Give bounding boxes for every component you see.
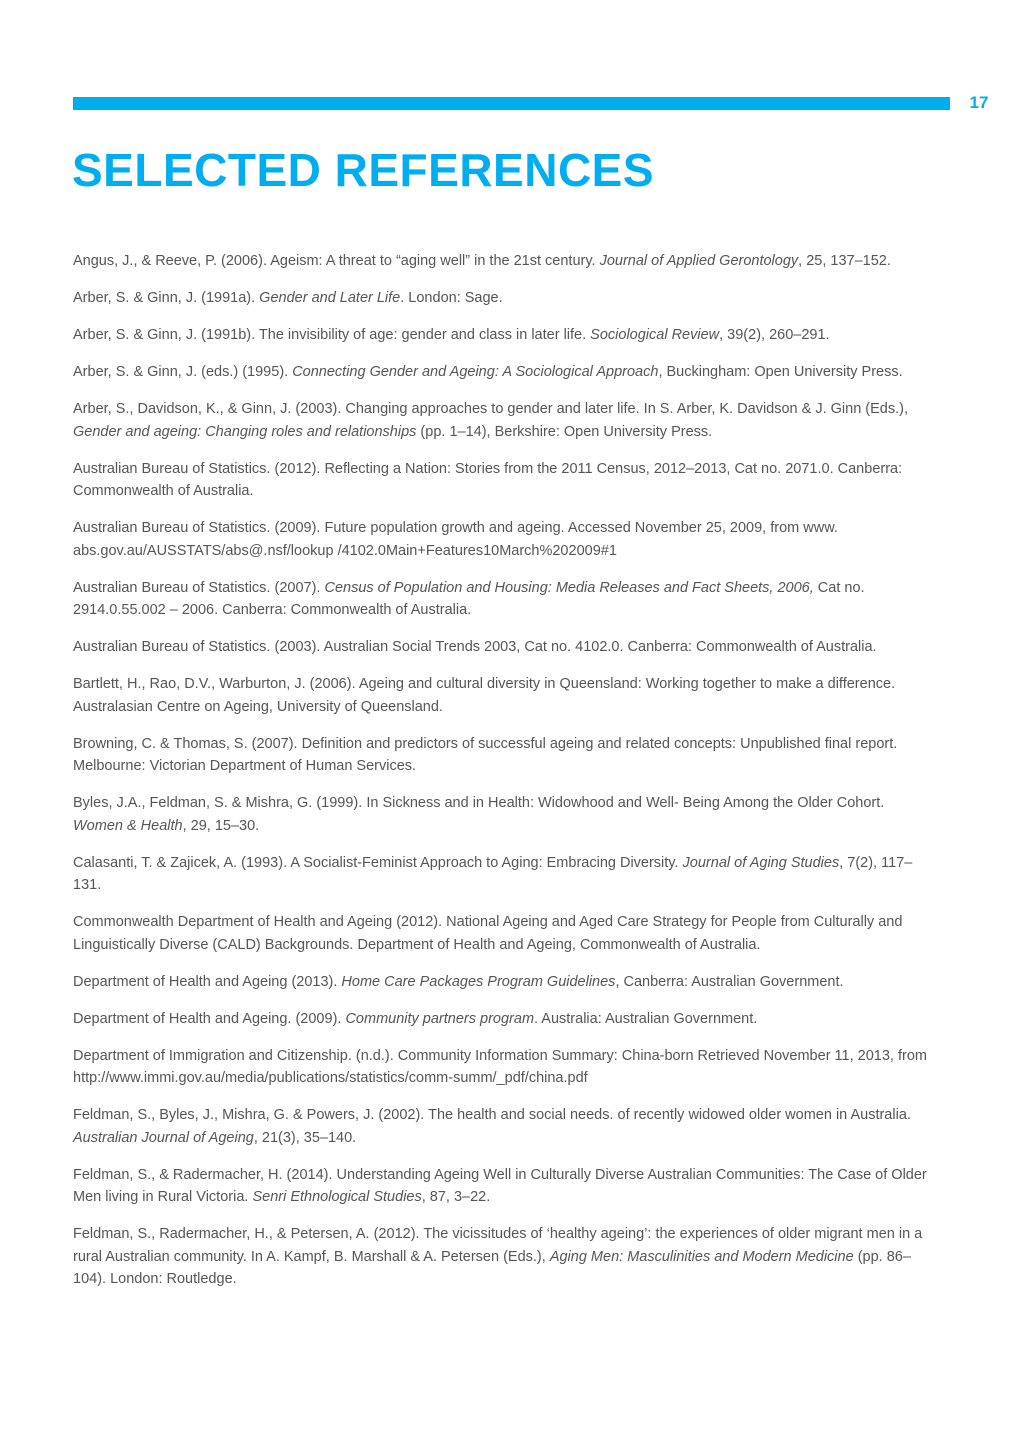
reference-text: . Australia: Australian Government. [534, 1010, 758, 1027]
reference-text: Arber, S. & Ginn, J. (1991b). The invisibility of age: gender and class in later life. [73, 327, 591, 343]
reference-item [73, 324, 935, 347]
reference-title-italic: Connecting Gender and Ageing: A Sociological Approach [292, 364, 659, 380]
reference-text: Calasanti, T. & Zajicek, A. (1993). A Socialist-Feminist Approach to Aging: Embracing Diversity. [73, 854, 683, 871]
reference-text: Arber, S., Davidson, K., & Ginn, J. (2003). Changing approaches to gender and later life. In S. Arber, K. Davidson & J. Ginn (Eds.), [73, 401, 908, 417]
reference-text: Feldman, S., Byles, J., Mishra, G. & Powers, J. (2002). The health and social needs. of recently widowed older women in Australia. [73, 1107, 911, 1123]
header-rule [73, 97, 950, 110]
reference-item [73, 517, 935, 562]
reference-text: Arber, S. & Ginn, J. (eds.) (1995). [73, 364, 293, 380]
reference-text: Department of Immigration and Citizenship. (n.d.). Community Information Summary: China-born Retrieved November 11, 2013, from http://www.immi.gov.au/media/publications/statistics/comm-summ/_pdf/china.pdf [73, 1047, 927, 1086]
reference-text: (pp. 1–14), Berkshire: Open University Press. [416, 423, 713, 440]
reference-text: Angus, J., & Reeve, P. (2006). Ageism: A threat to “aging well” in the 21st century. [73, 253, 600, 269]
reference-text: Arber, S. & Ginn, J. (1991a). [73, 290, 260, 306]
reference-item [73, 911, 935, 956]
reference-text: Australian Bureau of Statistics. (2003). Australian Social Trends 2003, Cat no. 4102.0. Canberra: Commonwealth of Australia. [73, 639, 877, 655]
reference-text: Australian Bureau of Statistics. (2012). Reflecting a Nation: Stories from the 2011 Census, 2012–2013, Cat no. 2071.0. Canberra: Commonwealth of Australia. [73, 460, 903, 499]
page-title: SELECTED REFERENCES [72, 144, 655, 196]
reference-title-italic: Gender and Later Life [259, 290, 401, 306]
reference-text: Bartlett, H., Rao, D.V., Warburton, J. (2006). Ageing and cultural diversity in Queensland: Working together to make a difference. Australasian Centre on Ageing, University of Queensland. [73, 676, 896, 715]
reference-title-italic: Gender and ageing: Changing roles and relationships [73, 423, 417, 440]
reference-item [73, 361, 935, 384]
reference-text: Cat no. 2914.0.55.002 – 2006. Canberra: Commonwealth of Australia. [73, 579, 865, 618]
reference-title-italic: Community partners program [345, 1010, 535, 1027]
reference-title-italic: Aging Men: Masculinities and Modern Medicine [549, 1248, 854, 1265]
reference-text: , Canberra: Australian Government. [615, 973, 844, 990]
reference-title-italic: Journal of Aging Studies [682, 854, 840, 871]
reference-list [73, 250, 935, 1305]
reference-item [73, 398, 935, 443]
reference-text: Feldman, S., Radermacher, H., & Petersen, A. (2012). The vicissitudes of ‘healthy ageing’: the experiences of older migrant men in a rural Australian community. In A. Kampf, B. Marshall & A. Petersen (Eds.), [73, 1226, 923, 1265]
reference-text: , 21(3), 35–140. [253, 1129, 357, 1146]
reference-item [73, 733, 935, 778]
reference-text: . London: Sage. [400, 290, 503, 306]
page-number: 17 [969, 93, 989, 112]
reference-text: , 87, 3–22. [421, 1189, 491, 1205]
reference-item [73, 636, 935, 659]
reference-item [73, 577, 935, 622]
reference-item [73, 287, 935, 310]
reference-title-italic: Sociological Review [590, 327, 720, 343]
reference-item [73, 1008, 935, 1031]
reference-title-italic: Women & Health [73, 817, 183, 834]
reference-text: Australian Bureau of Statistics. (2009). Future population growth and ageing. Accessed November 25, 2009, from www. abs.gov.au/AUSSTATS/abs@.nsf/lookup /4102.0Main+Features10March%202009#1 [73, 520, 838, 559]
reference-text: (pp. 86–104). London: Routledge. [73, 1248, 911, 1287]
reference-title-italic: Senri Ethnological Studies [252, 1189, 422, 1205]
reference-item [73, 673, 935, 718]
reference-text: Browning, C. & Thomas, S. (2007). Definition and predictors of successful ageing and related concepts: Unpublished final report. Melbourne: Victorian Department of Human Services. [73, 735, 898, 774]
reference-text: Byles, J.A., Feldman, S. & Mishra, G. (1999). In Sickness and in Health: Widowhood and Well- Being Among the Older Cohort. [73, 795, 885, 811]
reference-item [73, 1164, 935, 1209]
reference-item [73, 971, 935, 994]
reference-title-italic: Home Care Packages Program Guidelines [341, 973, 616, 990]
reference-title-italic: Journal of Applied Gerontology [599, 253, 799, 269]
reference-text: , 7(2), 117–131. [73, 854, 913, 893]
reference-text: , 39(2), 260–291. [719, 327, 830, 343]
reference-text: , 25, 137–152. [798, 253, 891, 269]
reference-text: Australian Bureau of Statistics. (2007). [73, 579, 325, 596]
reference-item [73, 250, 935, 273]
reference-text: Department of Health and Ageing (2013). [73, 973, 342, 990]
reference-item [73, 458, 935, 503]
reference-item [73, 1104, 935, 1149]
reference-title-italic: Australian Journal of Ageing [73, 1129, 254, 1146]
reference-text: Feldman, S., & Radermacher, H. (2014). Understanding Ageing Well in Culturally Diverse Australian Communities: The Case of Older Men living in Rural Victoria. [73, 1166, 927, 1205]
reference-item [73, 852, 935, 897]
reference-item [73, 1045, 935, 1090]
reference-title-italic: Census of Population and Housing: Media Releases and Fact Sheets, 2006, [324, 579, 814, 596]
reference-item [73, 1223, 935, 1291]
reference-text: , 29, 15–30. [182, 817, 260, 834]
reference-text: Department of Health and Ageing. (2009). [73, 1010, 346, 1027]
reference-text: , Buckingham: Open University Press. [658, 364, 903, 380]
reference-text: Commonwealth Department of Health and Ageing (2012). National Ageing and Aged Care Strategy for People from Culturally and Linguistically Diverse (CALD) Backgrounds. Department of Health and Ageing, Commonwealth of Australia. [73, 914, 903, 953]
reference-item [73, 792, 935, 837]
